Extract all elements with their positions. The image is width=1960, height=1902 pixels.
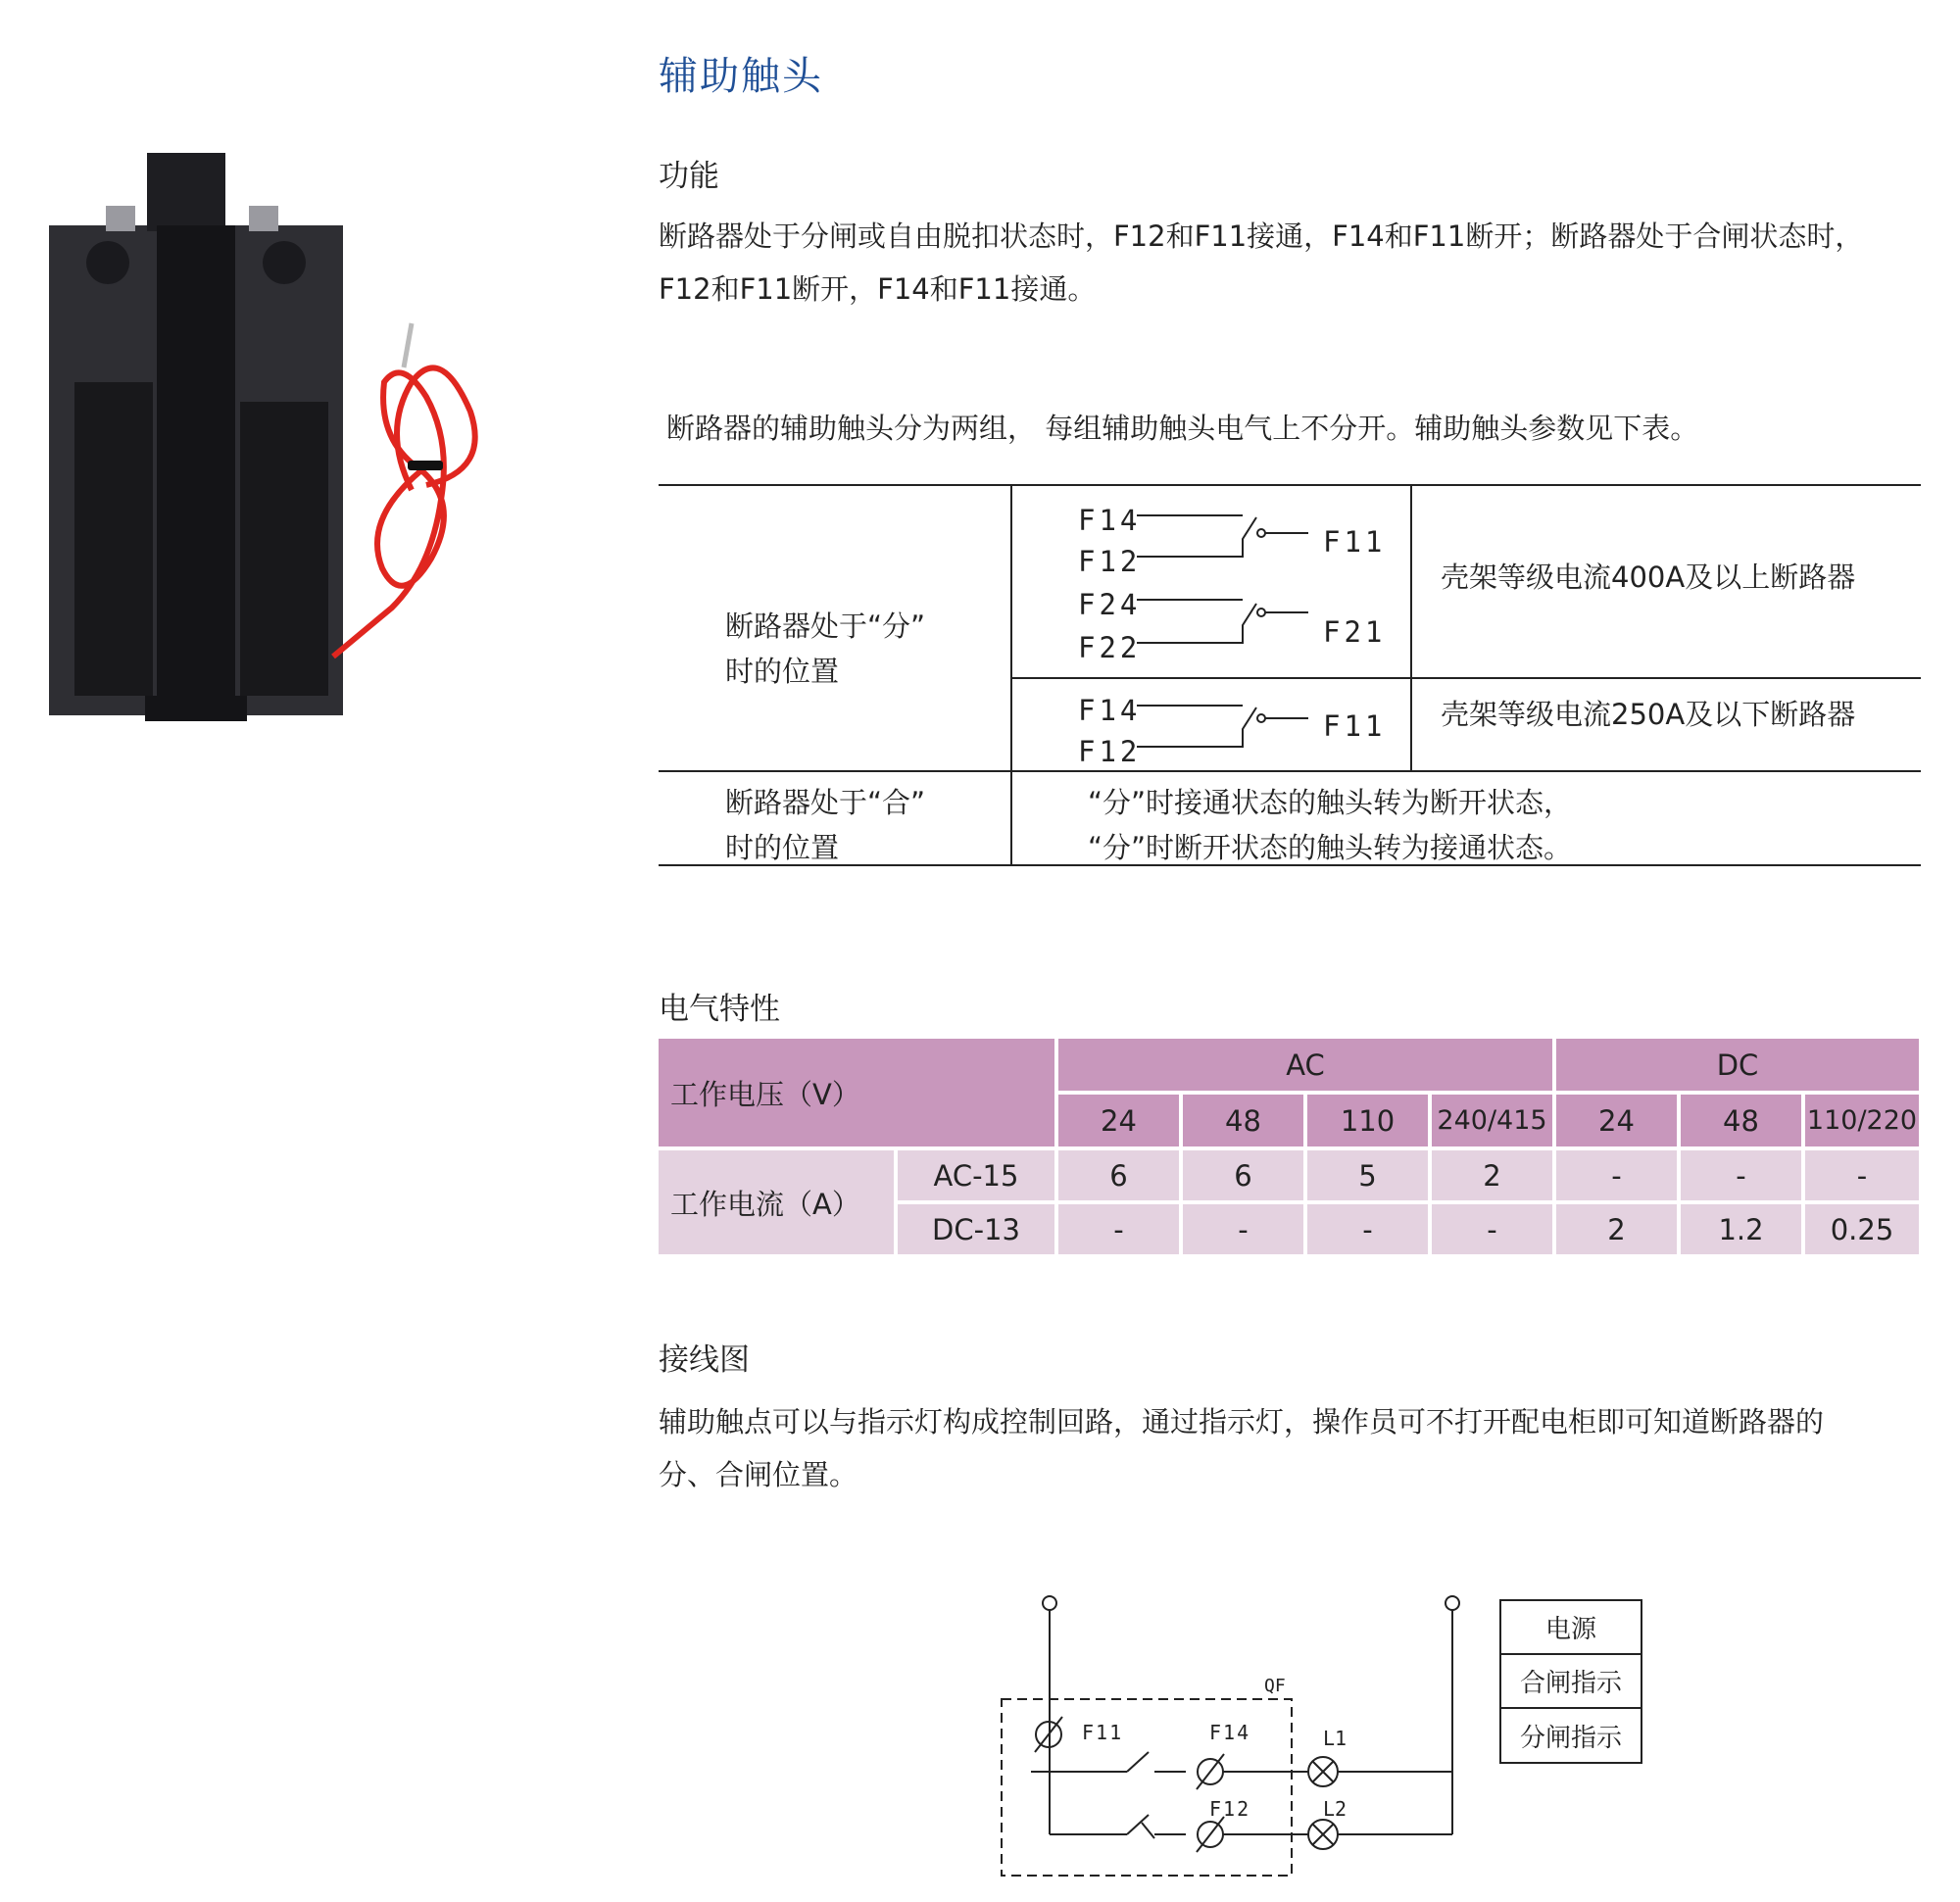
value-cell: 2 <box>1556 1204 1677 1254</box>
voltage-cell: 24 <box>1058 1095 1179 1146</box>
voltage-cell: 48 <box>1681 1095 1801 1146</box>
voltage-cell: 24 <box>1556 1095 1677 1146</box>
product-photo <box>39 147 500 725</box>
contact-f24: F24 <box>1078 588 1142 621</box>
ac-header: AC <box>1058 1039 1552 1091</box>
contact-f12-lower: F12 <box>1078 735 1142 768</box>
upper-description: 壳架等级电流400A及以上断路器 <box>1441 561 1856 594</box>
red-wire <box>333 372 444 657</box>
wiring-line-1: 辅助触点可以与指示灯构成控制回路，通过指示灯，操作员可不打开配电柜即可知道断路器的 <box>659 1405 1825 1439</box>
value-cell: 2 <box>1432 1150 1552 1200</box>
wiring-paragraph <box>659 1395 1942 1501</box>
voltage-cell: 110/220 <box>1805 1095 1919 1146</box>
function-heading: 功能 <box>659 159 719 194</box>
closed-label-line2: 时的位置 <box>725 831 840 864</box>
voltage-cell: 240/415 <box>1432 1095 1552 1146</box>
wiring-line-2: 分、合闸位置。 <box>659 1458 858 1491</box>
closed-position-label <box>725 780 925 870</box>
category-dc13: DC-13 <box>898 1204 1054 1254</box>
terminal-right <box>1446 1596 1459 1610</box>
f14-label: F14 <box>1209 1721 1251 1744</box>
electrical-heading: 电气特性 <box>659 992 780 1027</box>
contact-f22: F22 <box>1078 631 1142 664</box>
lower-description: 壳架等级电流250A及以下断路器 <box>1441 698 1856 731</box>
function-paragraph <box>659 210 1933 316</box>
function-line-2: F12和F11断开，F14和F11接通。 <box>659 272 1097 306</box>
qf-label: QF <box>1264 1676 1286 1696</box>
value-cell: - <box>1058 1204 1179 1254</box>
value-cell: - <box>1681 1150 1801 1200</box>
f11-label: F11 <box>1082 1721 1124 1744</box>
voltage-label: 工作电压（V） <box>659 1039 1054 1146</box>
contact-f11-lower: F11 <box>1323 709 1387 743</box>
contact-f11-upper: F11 <box>1323 525 1387 559</box>
contact-f12-upper: F12 <box>1078 545 1142 578</box>
page-title: 辅助触头 <box>659 54 823 99</box>
legend-power: 电源 <box>1501 1601 1641 1655</box>
legend-open-indicator: 分闸指示 <box>1519 1724 1622 1753</box>
legend-box <box>1499 1599 1642 1764</box>
value-cell: 0.25 <box>1805 1204 1919 1254</box>
value-cell: - <box>1805 1150 1919 1200</box>
terminal-left <box>1043 1596 1056 1610</box>
value-cell: 6 <box>1183 1150 1303 1200</box>
open-position-label <box>725 604 925 694</box>
value-cell: 5 <box>1307 1150 1428 1200</box>
closed-label-line1: 断路器处于“合” <box>725 786 926 819</box>
current-label: 工作电流（A） <box>659 1150 894 1254</box>
contact-f14-upper: F14 <box>1078 504 1142 537</box>
closed-text-line2: “分”时断开状态的触头转为接通状态。 <box>1088 831 1573 864</box>
legend-close-indicator: 合闸指示 <box>1501 1655 1641 1709</box>
f12-label: F12 <box>1209 1797 1251 1821</box>
category-ac15: AC-15 <box>898 1150 1054 1200</box>
value-cell: - <box>1183 1204 1303 1254</box>
intro-text: 断路器的辅助触头分为两组， 每组辅助触头电气上不分开。辅助触头参数见下表。 <box>666 412 1699 445</box>
l2-label: L2 <box>1323 1797 1348 1821</box>
l1-label: L1 <box>1323 1727 1348 1750</box>
voltage-cell: 110 <box>1307 1095 1428 1146</box>
electrical-table <box>659 1039 1919 1254</box>
value-cell: 1.2 <box>1681 1204 1801 1254</box>
wiring-heading: 接线图 <box>659 1342 750 1378</box>
value-cell: - <box>1432 1204 1552 1254</box>
dc-header: DC <box>1556 1039 1919 1091</box>
contact-f21: F21 <box>1323 615 1387 649</box>
voltage-cell: 48 <box>1183 1095 1303 1146</box>
value-cell: - <box>1556 1150 1677 1200</box>
open-label-line2: 时的位置 <box>725 655 840 688</box>
closed-position-text <box>1088 780 1572 870</box>
value-cell: - <box>1307 1204 1428 1254</box>
contact-f14-lower: F14 <box>1078 694 1142 727</box>
function-line-1: 断路器处于分闸或自由脱扣状态时，F12和F11接通，F14和F11断开；断路器处于合闸状态时， <box>659 219 1864 253</box>
closed-text-line1: “分”时接通状态的触头转为断开状态， <box>1088 786 1573 819</box>
open-label-line1: 断路器处于“分” <box>725 610 926 643</box>
value-cell: 6 <box>1058 1150 1179 1200</box>
